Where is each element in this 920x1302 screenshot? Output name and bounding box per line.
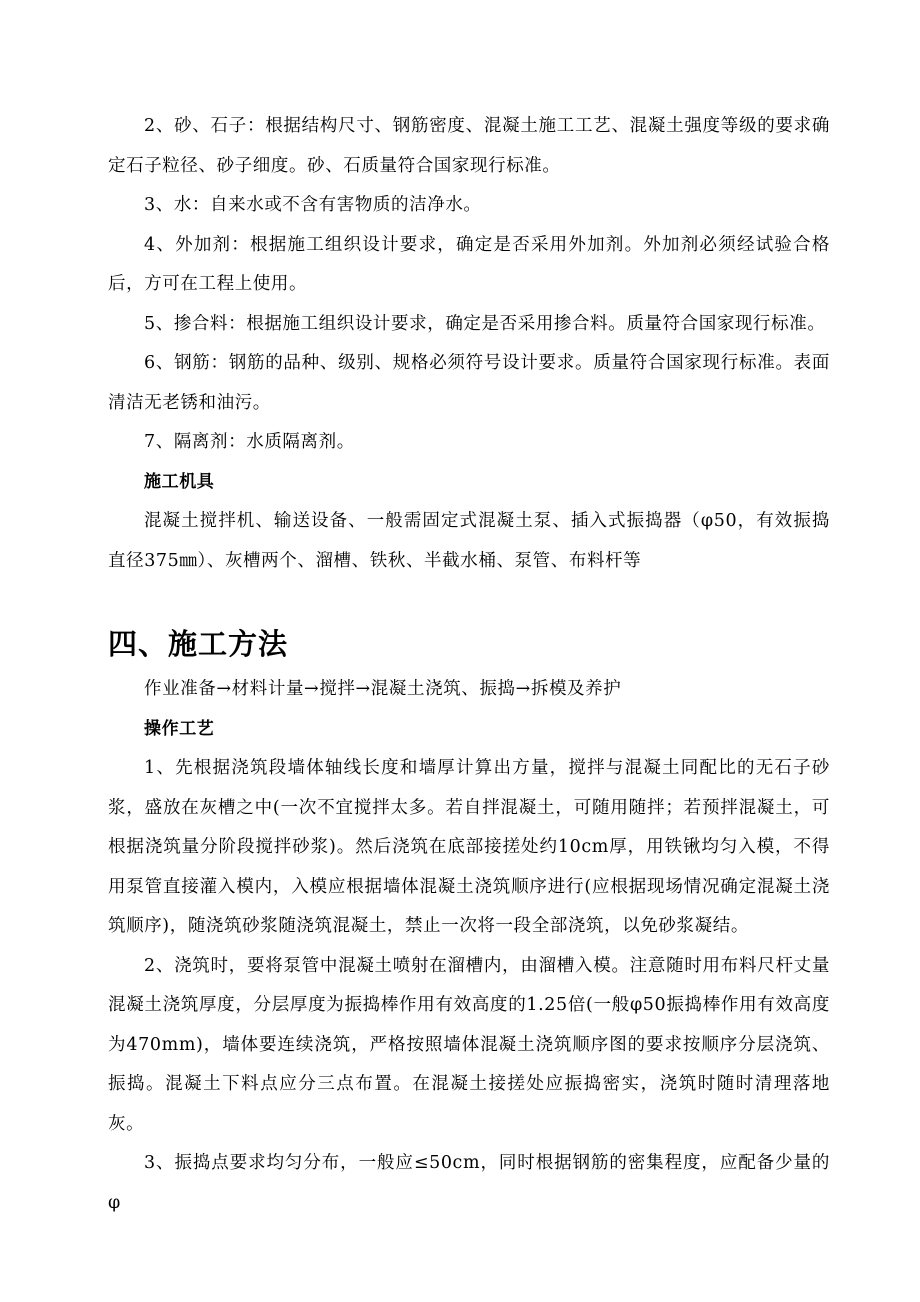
materials-block (108, 107, 830, 581)
material-item-rebar: 6、钢筋：钢筋的品种、级别、规格必须符号设计要求。质量符合国家现行标准。表面清洁无老锈和油污。 (108, 353, 830, 413)
method-block (108, 670, 830, 1223)
section-title: 四、施工方法 (108, 627, 289, 661)
process-step-2: 2、浇筑时，要将泵管中混凝土喷射在溜槽内，由溜槽入模。注意随时用布料尺杆丈量混凝土浇筑厚度，分层厚度为振捣棒作用有效高度的1.25倍(一般φ50振捣棒作用有效高度为470mm)，墙体要连续浇筑，严格按照墙体混凝土浇筑顺序图的要求按顺序分层浇筑、振捣。混凝土下料点应分三点布置。在混凝土接搓处应振捣密实，浇筑时随时清理落地灰。 (108, 955, 830, 1134)
machinery-text: 混凝土搅拌机、输送设备、一般需固定式混凝土泵、插入式振捣器（φ50，有效振捣直径375㎜）、灰槽两个、溜槽、铁秋、半截水桶、泵管、布料杆等 (108, 511, 830, 571)
process-step-3: 3、振捣点要求均匀分布，一般应≤50cm，同时根据钢筋的密集程度，应配备少量的φ (108, 1153, 830, 1213)
material-item-water: 3、水：自来水或不含有害物质的洁净水。 (144, 195, 482, 215)
process-step-1: 1、先根据浇筑段墙体轴线长度和墙厚计算出方量，搅拌与混凝土同配比的无石子砂浆，盛放在灰槽之中(一次不宜搅拌太多。若自拌混凝土，可随用随拌；若预拌混凝土，可根据浇筑量分阶段搅拌砂浆)。然后浇筑在底部接搓处约10cm厚，用铁锹均匀入模，不得用泵管直接灌入模内，入模应根据墙体混凝土浇筑顺序进行(应根据现场情况确定混凝土浇筑顺序)，随浇筑砂浆随浇筑混凝土，禁止一次将一段全部浇筑，以免砂浆凝结。 (108, 758, 830, 936)
process-heading: 操作工艺 (144, 718, 215, 739)
material-item-sand-stone: 2、砂、石子：根据结构尺寸、钢筋密度、混凝土施工工艺、混凝土强度等级的要求确定石子粒径、砂子细度。砂、石质量符合国家现行标准。 (108, 116, 830, 176)
material-item-admixture: 4、外加剂：根据施工组织设计要求，确定是否采用外加剂。外加剂必须经试验合格后，方可在工程上使用。 (108, 234, 830, 294)
process-flow: 作业准备→材料计量→搅拌→混凝土浇筑、振捣→拆模及养护 (144, 679, 622, 699)
material-item-release-agent: 7、隔离剂：水质隔离剂。 (144, 432, 355, 452)
material-item-mineral-admixture: 5、掺合料：根据施工组织设计要求，确定是否采用掺合料。质量符合国家现行标准。 (144, 313, 826, 334)
machinery-heading: 施工机具 (144, 471, 215, 492)
